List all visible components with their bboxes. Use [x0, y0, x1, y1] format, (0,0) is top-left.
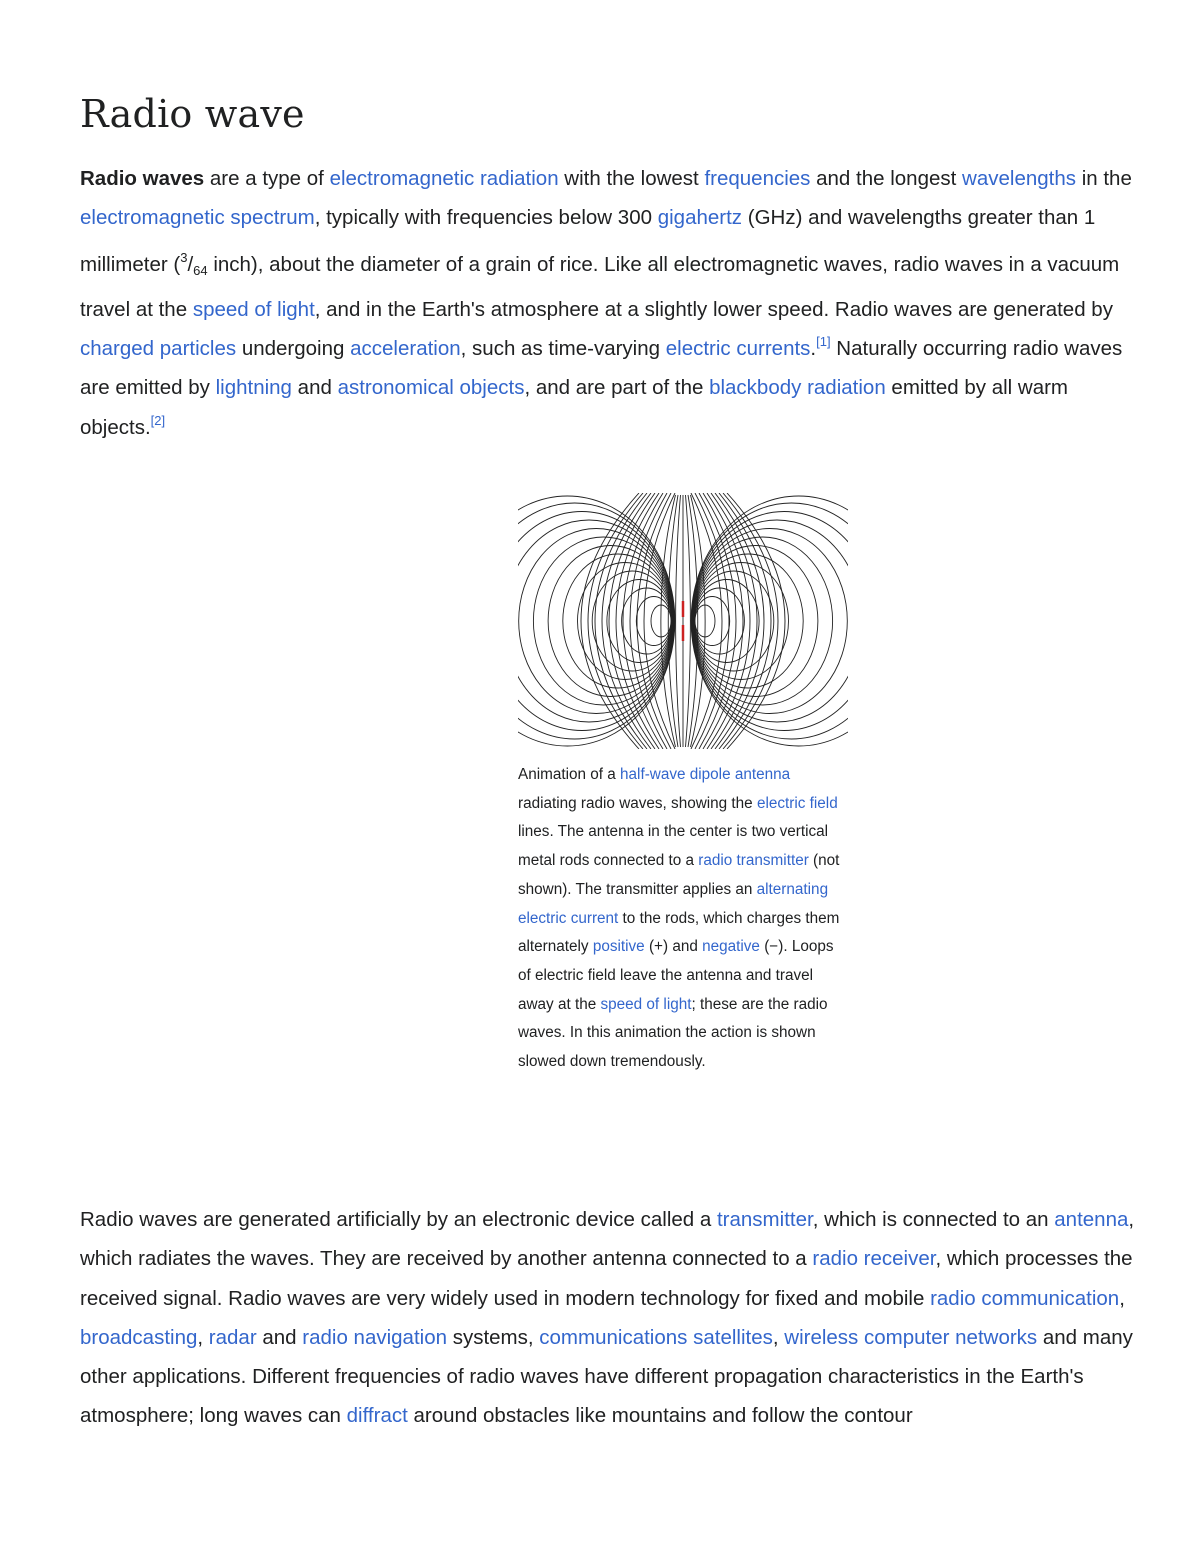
fraction-numerator: 3: [180, 249, 188, 265]
link-electromagnetic-radiation[interactable]: electromagnetic radiation: [329, 167, 559, 190]
text-run: and the longest: [810, 167, 963, 190]
text-run: around obstacles like mountains and follow the contour: [407, 1404, 913, 1428]
text-run: undergoing: [236, 337, 351, 361]
text-run: , which processes the received signal. Radio waves are very widely used in modern technology for fixed and mobile: [80, 1247, 1133, 1310]
text-run: Naturally occurring radio waves are emitted by: [80, 337, 1123, 400]
text-run: ,: [772, 1325, 785, 1349]
link-speed-of-light[interactable]: speed of light: [192, 297, 315, 321]
reference-2[interactable]: [2]: [150, 412, 166, 428]
dipole-field-animation-image[interactable]: [518, 493, 848, 749]
page-title: Radio wave: [80, 92, 305, 136]
link-speed-of-light-caption[interactable]: speed of light: [600, 995, 692, 1013]
text-run: (not shown). The transmitter applies an: [518, 852, 840, 898]
link-radio-receiver[interactable]: radio receiver: [812, 1247, 936, 1271]
text-run: ,: [1119, 1286, 1125, 1310]
text-run: and many other applications. Different frequencies of radio waves have different propagation characteristics in the Earth's atmosphere; long waves can: [80, 1325, 1133, 1428]
intro-paragraph: [80, 159, 1140, 447]
text-run: are a type of: [204, 167, 330, 190]
link-radar[interactable]: radar: [208, 1325, 257, 1349]
fraction: [180, 249, 208, 278]
link-electric-currents[interactable]: electric currents: [665, 337, 811, 361]
link-lightning[interactable]: lightning: [215, 376, 292, 400]
reference-1[interactable]: [1]: [816, 334, 831, 350]
link-wireless-computer-networks[interactable]: wireless computer networks: [784, 1325, 1038, 1349]
figure: [518, 493, 848, 1071]
link-half-wave-dipole-antenna[interactable]: half-wave dipole antenna: [620, 766, 791, 783]
link-radio-transmitter[interactable]: radio transmitter: [698, 852, 809, 870]
text-run: and: [256, 1325, 303, 1349]
text-run: in the: [1076, 167, 1132, 190]
text-run: Animation of a: [518, 766, 621, 783]
link-electric-field[interactable]: electric field: [756, 794, 838, 812]
text-run: .: [810, 337, 817, 361]
text-run: , typically with frequencies below 300: [314, 206, 658, 230]
text-run: (GHz) and wavelengths greater than 1 millimeter (: [80, 206, 1096, 276]
figure-caption: [518, 761, 848, 1077]
link-broadcasting[interactable]: broadcasting: [80, 1325, 198, 1349]
text-run: , such as time-varying: [460, 337, 666, 361]
text-run: ; these are the radio waves. In this animation the action is shown slowed down tremendously.: [518, 995, 828, 1071]
fraction-slash: /: [187, 252, 194, 276]
link-acceleration[interactable]: acceleration: [350, 337, 461, 361]
text-run: , and in the Earth's atmosphere at a slightly lower speed. Radio waves are generated by: [314, 297, 1113, 321]
fraction-denominator: 64: [193, 262, 208, 278]
link-positive[interactable]: positive: [592, 938, 645, 956]
link-radio-navigation[interactable]: radio navigation: [302, 1325, 448, 1349]
link-electromagnetic-spectrum[interactable]: electromagnetic spectrum: [80, 206, 315, 230]
text-run: ,: [197, 1325, 209, 1349]
link-alternating-electric-current[interactable]: alternating electric current: [518, 880, 829, 927]
text-run: Radio waves are generated artificially by an electronic device called a: [80, 1208, 717, 1231]
link-astronomical-objects[interactable]: astronomical objects: [337, 376, 525, 400]
text-run: and: [291, 376, 338, 400]
link-wavelengths[interactable]: wavelengths: [962, 167, 1076, 190]
link-blackbody-radiation[interactable]: blackbody radiation: [709, 376, 886, 400]
link-gigahertz[interactable]: gigahertz: [657, 206, 743, 230]
link-communications-satellites[interactable]: communications satellites: [539, 1325, 773, 1349]
link-transmitter[interactable]: transmitter: [716, 1208, 813, 1231]
text-run: emitted by all warm objects.: [80, 376, 1069, 439]
text-run: with the lowest: [558, 167, 705, 190]
text-run: radiating radio waves, showing the: [518, 794, 757, 812]
link-negative[interactable]: negative: [702, 938, 760, 956]
text-run: , which is connected to an: [812, 1208, 1055, 1231]
text-run: (−). Loops of electric field leave the antenna and travel away at the: [518, 938, 834, 1013]
link-charged-particles[interactable]: charged particles: [80, 337, 237, 361]
text-run: to the rods, which charges them alternately: [518, 909, 840, 956]
link-antenna[interactable]: antenna: [1054, 1208, 1129, 1231]
link-frequencies[interactable]: frequencies: [704, 167, 811, 190]
text-run: (+) and: [644, 938, 703, 956]
text-run: inch), about the diameter of a grain of rice. Like all electromagnetic waves, radio waves in a vacuum travel at the: [80, 252, 1120, 321]
text-run: , which radiates the waves. They are received by another antenna connected to a: [80, 1208, 1135, 1271]
text-run: lines. The antenna in the center is two vertical metal rods connected to a: [518, 823, 829, 870]
bold-term: Radio waves: [80, 167, 205, 190]
link-radio-communication[interactable]: radio communication: [930, 1286, 1120, 1310]
body-paragraph: [80, 1200, 1140, 1436]
text-run: , and are part of the: [524, 376, 710, 400]
link-diffract[interactable]: diffract: [346, 1404, 408, 1428]
text-run: systems,: [447, 1325, 540, 1349]
